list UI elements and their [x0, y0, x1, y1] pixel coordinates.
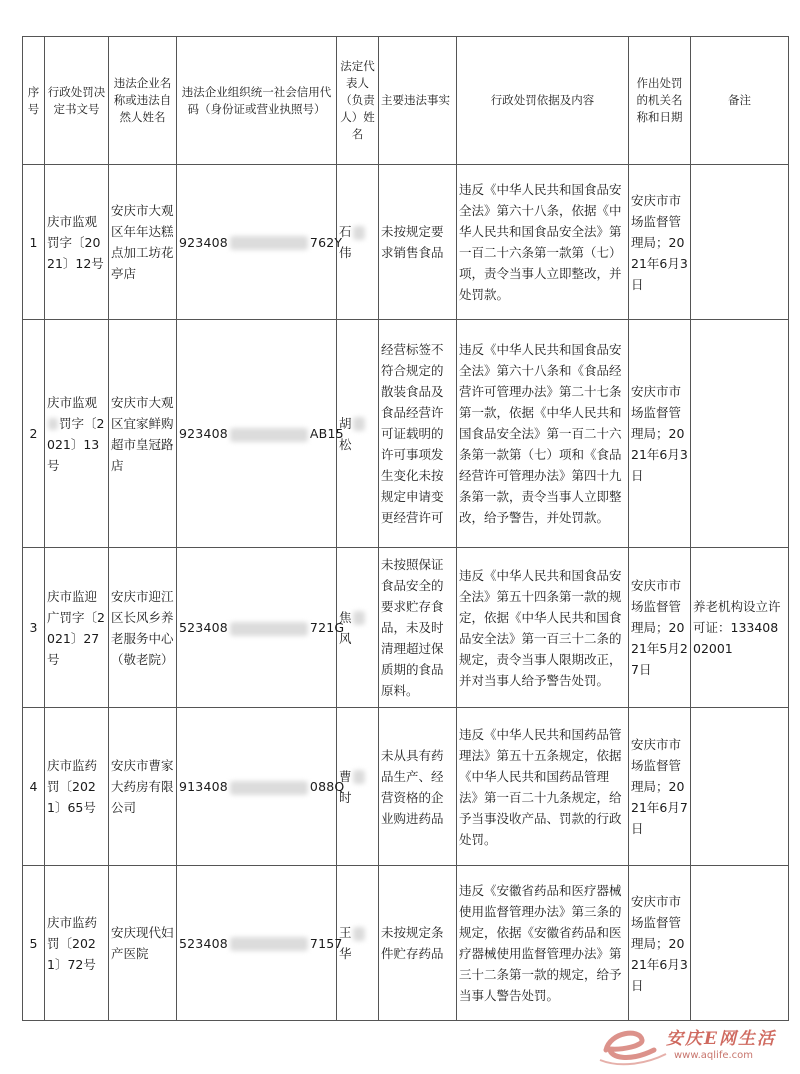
row-authority: 安庆市市场监督管理局；2021年5月27日 — [629, 548, 691, 708]
header-row — [23, 37, 789, 165]
row-rep — [337, 320, 379, 548]
row-authority: 安庆市市场监督管理局；2021年6月7日 — [629, 708, 691, 866]
row-seq: 5 — [23, 866, 45, 1021]
row-rep — [337, 708, 379, 866]
redaction-blur — [353, 611, 365, 625]
doc-no-part-a: 庆市监观 — [47, 394, 98, 410]
redaction-blur — [230, 622, 308, 636]
row-entity: 安庆市大观区宜家鲜购超市皇冠路店 — [109, 320, 177, 548]
code-prefix: 523408 — [179, 935, 228, 951]
table-row — [23, 708, 789, 866]
rep-last: 时 — [339, 789, 352, 805]
row-basis: 违反《中华人民共和国药品管理法》第五十五条规定，依据《中华人民共和国药品管理法》第一百二十九条规定，给予当事没收产品、罚款的行政处罚。 — [457, 708, 629, 866]
rep-first: 王 — [339, 925, 352, 940]
header-entity: 违法企业名称或违法自然人姓名 — [109, 37, 177, 165]
e-logo-icon — [596, 1024, 668, 1068]
row-facts: 未从具有药品生产、经营资格的企业购进药品 — [379, 708, 457, 866]
row-code — [177, 548, 345, 708]
row-authority: 安庆市市场监督管理局；2021年6月3日 — [629, 866, 691, 1021]
row-facts: 经营标签不符合规定的散装食品及食品经营许可证载明的许可事项发生变化未按规定申请变更经营许可 — [379, 320, 457, 548]
redaction-blur — [353, 770, 365, 784]
row-remark — [691, 320, 789, 548]
rep-last: 风 — [339, 630, 352, 646]
row-doc-no: 庆市监迎广罚字〔2021〕27号 — [45, 548, 109, 708]
row-doc-no: 庆市监药罚〔2021〕72号 — [45, 866, 109, 1021]
redaction-blur — [230, 428, 308, 442]
row-entity: 安庆市迎江区长风乡养老服务中心（敬老院） — [109, 548, 177, 708]
code-suffix: 088Q — [309, 779, 345, 794]
row-seq: 2 — [23, 320, 45, 548]
row-remark — [691, 866, 789, 1021]
code-suffix: 721G — [309, 620, 345, 635]
row-code — [177, 866, 343, 1021]
code-prefix: 523408 — [179, 620, 228, 635]
row-facts: 未按规定条件贮存药品 — [379, 866, 457, 1021]
watermark-url: www.aqlife.com — [674, 1050, 754, 1061]
table-row — [23, 165, 789, 320]
row-rep — [337, 165, 379, 320]
row-basis: 违反《中华人民共和国食品安全法》第六十八条和《食品经营许可管理办法》第二十七条第一款，依据《中华人民共和国食品安全法》第一百二十六条第一款第（七）项和《食品经营许可管理办法》第四十九条第一款，责令当事人立即整改，给予警告，并处罚款。 — [457, 320, 629, 548]
row-code — [177, 165, 343, 320]
header-remark: 备注 — [691, 37, 789, 165]
code-suffix: AB15 — [309, 426, 344, 441]
row-doc-no: 庆市监药罚〔2021〕65号 — [45, 708, 109, 866]
rep-first: 曹 — [339, 768, 352, 784]
redaction-blur — [230, 781, 308, 795]
rep-last: 华 — [339, 946, 352, 961]
header-rep: 法定代表人（负责人）姓名 — [337, 37, 379, 165]
redaction-blur — [230, 937, 308, 951]
table-row — [23, 548, 789, 708]
code-prefix: 923408 — [179, 234, 228, 250]
row-doc-no: 庆市监观罚字〔2021〕12号 — [45, 165, 109, 320]
redaction-blur — [353, 417, 365, 431]
code-suffix: 7157 — [309, 935, 343, 951]
header-doc-no: 行政处罚决定书文号 — [45, 37, 109, 165]
row-doc-no — [45, 320, 109, 548]
site-watermark — [596, 1018, 796, 1070]
redaction-blur — [230, 236, 308, 250]
row-remark: 养老机构设立许可证：13340802001 — [691, 548, 789, 708]
rep-first: 焦 — [339, 609, 352, 625]
redaction-blur — [353, 226, 365, 240]
row-rep — [337, 866, 379, 1021]
row-seq: 1 — [23, 165, 45, 320]
rep-last: 伟 — [339, 245, 352, 260]
row-basis: 违反《中华人民共和国食品安全法》第五十四条第一款的规定，依据《中华人民共和国食品安全法》第一百三十二条的规定，责令当事人限期改正，并对当事人给予警告处罚。 — [457, 548, 629, 708]
row-entity: 安庆市曹家大药房有限公司 — [109, 708, 177, 866]
rep-last: 松 — [339, 436, 352, 452]
row-basis: 违反《中华人民共和国食品安全法》第六十八条，依据《中华人民共和国食品安全法》第一百二十六条第一款第（七）项，责令当事人立即整改，并处罚款。 — [457, 165, 629, 320]
row-code — [177, 708, 345, 866]
row-seq: 3 — [23, 548, 45, 708]
rep-first: 胡 — [339, 415, 352, 431]
redaction-blur — [48, 418, 58, 430]
header-seq: 序号 — [23, 37, 45, 165]
row-entity: 安庆现代妇产医院 — [109, 866, 177, 1021]
row-facts: 未按照保证食品安全的要求贮存食品，未及时清理超过保质期的食品原料。 — [379, 548, 457, 708]
row-entity: 安庆市大观区年年达糕点加工坊花亭店 — [109, 165, 177, 320]
header-authority: 作出处罚的机关名称和日期 — [629, 37, 691, 165]
header-code: 违法企业组织统一社会信用代码（身份证或营业执照号） — [177, 37, 337, 165]
row-remark — [691, 165, 789, 320]
header-basis: 行政处罚依据及内容 — [457, 37, 629, 165]
row-seq: 4 — [23, 708, 45, 866]
watermark-site-name: 安庆E网生活 — [666, 1029, 776, 1049]
row-basis: 违反《安徽省药品和医疗器械使用监督管理办法》第三条的规定，依据《安徽省药品和医疗器械使用监督管理办法》第三十二条第一款的规定，给予当事人警告处罚。 — [457, 866, 629, 1021]
redaction-blur — [353, 927, 365, 941]
row-authority: 安庆市市场监督管理局；2021年6月3日 — [629, 320, 691, 548]
row-code — [177, 320, 344, 548]
row-remark — [691, 708, 789, 866]
row-authority: 安庆市市场监督管理局；2021年6月3日 — [629, 165, 691, 320]
doc-no-part-b: 罚字〔2021〕13号 — [47, 415, 105, 473]
row-facts: 未按规定要求销售食品 — [379, 165, 457, 320]
header-facts: 主要违法事实 — [379, 37, 457, 165]
rep-first: 石 — [339, 224, 352, 239]
code-prefix: 923408 — [179, 426, 228, 441]
penalty-table — [22, 36, 789, 1021]
table-row — [23, 320, 789, 548]
row-rep — [337, 548, 379, 708]
code-suffix: 762Y — [309, 234, 343, 250]
code-prefix: 913408 — [179, 779, 228, 794]
table-row — [23, 866, 789, 1021]
